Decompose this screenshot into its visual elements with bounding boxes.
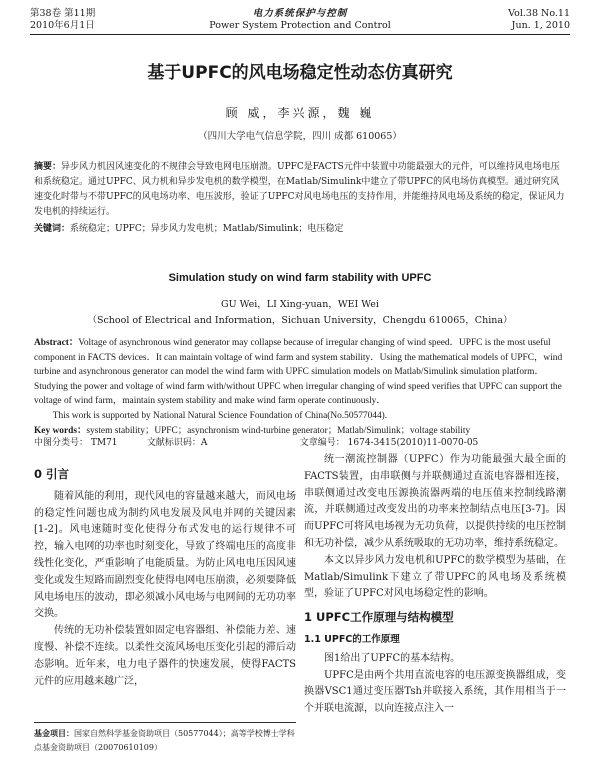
keywords-cn-label: 关键词： bbox=[34, 224, 71, 234]
body-paragraph-1: 图1给出了UPFC的基本结构。 bbox=[324, 652, 461, 664]
section-1-heading: 1 UPFC工作原理与结构模型 bbox=[304, 610, 454, 625]
keywords-cn-text: 系统稳定；UPFC；异步风力发电机；Matlab/Simulink；电压稳定 bbox=[70, 224, 344, 234]
section-0-heading: 0 引言 bbox=[34, 467, 70, 481]
support-note-en: This work is supported by National Natural Science Foundation of China(No.50577044). bbox=[52, 410, 388, 421]
article-number: 文章编号： 1674-3415(2010)11-0070-05 bbox=[299, 438, 479, 448]
header-issue-info: Vol.38 No.11 Jun. 1, 2010 bbox=[508, 8, 570, 31]
funding-footnote bbox=[34, 726, 296, 755]
intro-paragraph-2: 传统的无功补偿装置如固定电容器组、补偿能力差、速度慢、补偿不连续。以柔性交流风场电压变化引起的滞后动态影响。近年来，电力电子器件的快速发展，使得FACTS元件的应用越来越广泛， bbox=[34, 625, 296, 687]
header-rule bbox=[30, 34, 570, 35]
paper-authors: 顾 威，李兴源，魏 巍 bbox=[225, 106, 375, 120]
abstract-en-label: Abstract： bbox=[34, 338, 79, 348]
left-column bbox=[34, 460, 296, 690]
funding-text: 国家自然科学基金资助项目（50577044）；高等学校博士学科点基金资助项目（20070610109） bbox=[34, 729, 295, 752]
english-authors: GU Wei，LI Xing-yuan，WEI Wei bbox=[221, 299, 379, 310]
keywords-en-label: Key words： bbox=[34, 425, 87, 436]
keywords-cn bbox=[34, 222, 566, 237]
paper-title: 基于UPFC的风电场稳定性动态仿真研究 bbox=[147, 63, 453, 83]
footnote-rule bbox=[34, 722, 296, 723]
body-paragraph-2: UPFC是由两个共用直流电容的电压源变换器组成，变换器VSC1通过变压器Tsh并联接入系统，其作用相当于一个并联电流源，以向连接点注入一 bbox=[304, 669, 566, 715]
funding-label: 基金项目： bbox=[34, 728, 74, 738]
english-affiliation: （School of Electrical and Information，Sichuan University，Chengdu 610065，China） bbox=[87, 315, 513, 326]
paper-affiliation: （四川大学电气信息学院，四川 成都 610065） bbox=[198, 131, 402, 142]
clc-number: 中图分类号： TM71 bbox=[34, 438, 118, 448]
subsection-1-1-heading: 1.1 UPFC的工作原理 bbox=[304, 633, 400, 645]
header-journal-name: 电力系统保护与控制 Power System Protection and Control bbox=[209, 8, 391, 31]
abstract-en bbox=[34, 336, 566, 438]
intro-paragraph-3: 统一潮流控制器（UPFC）作为功能最强大最全面的FACTS装置，由串联侧与并联侧通过直流电容器相连接，串联侧通过改变电压源换流器两端的电压值来控制线路潮流，并联侧通过改变发出的功率来控制结点电压[3-7]。因而UPFC可将风电场视为无功负荷，以提供持续的电压控制和无功补偿，减少从系统吸取的无功功率，维持系统稳定。 bbox=[304, 454, 566, 549]
intro-paragraph-1: 随着风能的利用，现代风电的容量越来越大，而风电场的稳定性问题也成为制约风电发展及风电并网的关键因素[1-2]。风电速随时变化使得分布式发电的运行规律不可控，输入电网的功率也时刻变化，导致了终端电压的高度非线性化变化，严重影响了电能质量。为防止风电电压因风速变化或发生短路而剧烈变化使得电网电压崩溃，必须要降低风电场电压的波动，即必须减小风电场与电网间的无功功率交换。 bbox=[34, 490, 296, 620]
intro-paragraph-4: 本文以异步风力发电机和UPFC的数学模型为基础，在Matlab/Simulink下建立了带UPFC的风电场及系统模型，验证了UPFC对风电场稳定性的影响。 bbox=[304, 554, 566, 600]
keywords-en-text: system stability；UPFC；asynchronism wind-turbine generator；Matlab/Simulink；voltage stability bbox=[86, 425, 471, 436]
classification-meta bbox=[34, 435, 566, 448]
running-header bbox=[30, 8, 570, 34]
right-column bbox=[304, 452, 566, 718]
english-title: Simulation study on wind farm stability with UPFC bbox=[168, 272, 432, 284]
abstract-cn bbox=[34, 160, 566, 220]
abstract-cn-label: 摘要： bbox=[34, 162, 62, 172]
abstract-en-text: Voltage of asynchronous wind generator may collapse because of irregular changing of wind speed．UPFC is the most useful component in FACTS devices．It can maintain voltage of wind farm and system stability．Using the mathematical models of UPFC，wind turbine and asynchronous generator can model the wind farm with UPFC simulation models on Matlab/Simulink simulation platform．Studying the power and voltage of wind farm with/without UPFC when irregular changing of wind speed verifies that UPFC can support the voltage of wind farm，maintain system stability and make wind farm operate continuously． bbox=[34, 338, 563, 407]
abstract-cn-text: 异步风力机因风速变化的不规律会导致电网电压崩溃。UPFC是FACTS元件中装置中功能最强大的元件，可以维持风电场电压和系统稳定。通过UPFC、风力机和异步发电机的数学模型，在Matlab/Simulink中建立了带UPFC的风电场仿真模型。通过研究风速变化时带与不带UPFC的风电场功率、电压波形，验证了UPFC对风电场电压的支持作用，并能维持风电场及系统的稳定，保证风力发电机的持续运行。 bbox=[34, 162, 565, 217]
document-code: 文献标识码：A bbox=[146, 438, 208, 448]
header-volume-info: 第38卷 第11期 2010年6月1日 bbox=[30, 8, 96, 31]
